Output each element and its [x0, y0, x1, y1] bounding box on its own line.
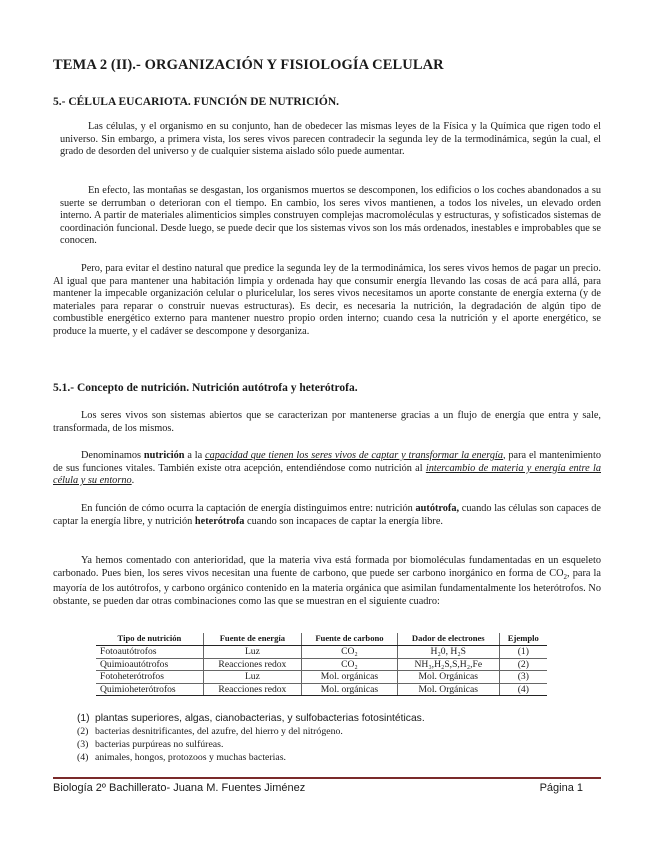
- page-number: Página 1: [539, 782, 583, 794]
- nutrition-types-table: [96, 633, 547, 696]
- table-header: Ejemplo: [499, 633, 547, 646]
- table-header: Dador de electrones: [397, 633, 499, 646]
- table-cell: Luz: [203, 671, 301, 683]
- page-title: TEMA 2 (II).- ORGANIZACIÓN Y FISIOLOGÍA CELULAR: [53, 57, 444, 73]
- paragraph-6: En función de cómo ocurra la captación de energía distinguimos entre: nutrición autótrofa, cuando las células son capaces de captar la energía libre, y nutrición heterótrofa cuando son incapaces de captar la energía libre.: [53, 503, 601, 527]
- paragraph-1: Las células, y el organismo en su conjunto, han de obedecer las mismas leyes de la Física y la Química que rigen todo el universo. Sin embargo, a primera vista, los seres vivos parecen contradecir la segunda ley de la termodinámica, según la cual, el grado de desorden del universo y de cualquier sistema aislado sólo puede aumentar.: [60, 121, 601, 158]
- table-cell: (3): [499, 671, 547, 683]
- definition-underlined: capacidad que tienen los seres vivos de captar y transformar la energía: [205, 450, 503, 461]
- footer-author: Biología 2º Bachillerato- Juana M. Fuentes Jiménez: [53, 782, 306, 794]
- table-cell: Mol. orgánicas: [301, 683, 397, 695]
- table-cell: Reacciones redox: [203, 658, 301, 670]
- table-cell: Mol. Orgánicas: [397, 671, 499, 683]
- table-cell: (1): [499, 646, 547, 658]
- table-footnotes: [77, 713, 425, 765]
- footnote: (1) plantas superiores, algas, cianobacterias, y sulfobacterias fotosintéticas.: [77, 713, 425, 724]
- section-heading-5: 5.- CÉLULA EUCARIOTA. FUNCIÓN DE NUTRICIÓN.: [53, 96, 340, 108]
- definition-2-underlined: intercambio de materia y energía entre la célula y su entorno: [53, 462, 601, 487]
- table-cell: Mol. Orgánicas: [397, 683, 499, 695]
- table-row: [96, 683, 547, 695]
- table-header: Tipo de nutrición: [96, 633, 203, 646]
- table-cell: (2): [499, 658, 547, 670]
- table-cell: H₂0, H₂S: [397, 646, 499, 658]
- table-cell: (4): [499, 683, 547, 695]
- paragraph-2: En efecto, las montañas se desgastan, los organismos muertos se descomponen, los edificios o los coches abandonados a su suerte se derrumban o deterioran con el tiempo. En cambio, los seres vivos mantienen, a todos los niveles, un elevado orden interno. A partir de materiales alimenticios simples construyen complejas macromoléculas y estructuras, y sofisticados sistemas de coordinación funcional. Desde luego, se puede decir que los sistemas vivos son los más ordenados, inestables e improbables que se conocen.: [60, 185, 601, 247]
- table-header: Fuente de energía: [203, 633, 301, 646]
- table-cell: Fotoheterótrofos: [96, 671, 203, 683]
- table-row: [96, 658, 547, 670]
- footnote: (2) bacterias desnitrificantes, del azufre, del hierro y del nitrógeno.: [77, 725, 343, 737]
- term-heterotrofa: heterótrofa: [194, 515, 245, 527]
- paragraph-7: Ya hemos comentado con anterioridad, que la materia viva está formada por biomoléculas fundamentadas en un esqueleto carbonado. Pues bien, los seres vivos necesitan una fuente de carbono, que puede ser carbono inorgánico en forma de $CO_2$, para la mayoría de los autótrofos, y carbono orgánico contenido en la materia orgánica que asimilan fundamentalmente los heterótrofos. No obstante, se pueden dar otras combinaciones como las que se muestran en el siguiente cuadro:: [53, 555, 601, 607]
- table-cell: Mol. orgánicas: [301, 671, 397, 683]
- paragraph-5: Denominamos nutrición a la capacidad que tienen los seres vivos de captar y transformar la energía, para el mantenimiento de sus funciones vitales. También existe otra acepción, entendiéndose como nutrición al intercambio de materia y energía entre la célula y su entorno.: [53, 450, 601, 487]
- term-nutricion: nutrición: [143, 450, 185, 461]
- footnote: (4) animales, hongos, protozoos y muchas bacterias.: [77, 751, 286, 763]
- table-row: [96, 671, 547, 683]
- table-row: [96, 646, 547, 658]
- paragraph-3: Pero, para evitar el destino natural que predice la segunda ley de la termodinámica, los seres vivos hemos de pagar un precio. Al igual que para mantener una habitación limpia y ordenada hay que consumir energía llevando las cosas de acá para allá, para mantener la impecable organización celular o pluricelular, los seres vivos necesitamos un aporte constante de energía externa (y de materiales para reparar o construir nuevas estructuras). Es decir, es necesaria la nutrición, la degradación de algún tipo de combustible energético externo para mantener nuestro propio orden interno; cuando cesa la nutrición y el aporte energético, se produce la muerte, y el cadáver se descompone y desorganiza.: [53, 263, 601, 337]
- table-cell: Quimioautótrofos: [96, 658, 203, 670]
- table-cell: Quimioheterótrofos: [96, 683, 203, 695]
- table-cell: CO₂: [301, 646, 397, 658]
- table-cell: NH₃,H₂S,S,H₂,Fe: [397, 658, 499, 670]
- table-cell: Reacciones redox: [203, 683, 301, 695]
- paragraph-4: Los seres vivos son sistemas abiertos que se caracterizan por mantenerse gracias a un flujo de energía que entra y sale, transformada, de los mismos.: [53, 410, 601, 434]
- section-heading-5-1: 5.1.- Concepto de nutrición. Nutrición autótrofa y heterótrofa.: [53, 382, 358, 394]
- table-cell: Fotoautótrofos: [96, 646, 203, 658]
- footnote: (3) bacterias purpúreas no sulfúreas.: [77, 738, 224, 750]
- term-autotrofa: autótrofa,: [415, 503, 460, 514]
- table-header: Fuente de carbono: [301, 633, 397, 646]
- table-cell: CO₂: [301, 658, 397, 670]
- table-cell: Luz: [203, 646, 301, 658]
- footer-rule: [53, 777, 601, 779]
- table-header-row: [96, 633, 547, 646]
